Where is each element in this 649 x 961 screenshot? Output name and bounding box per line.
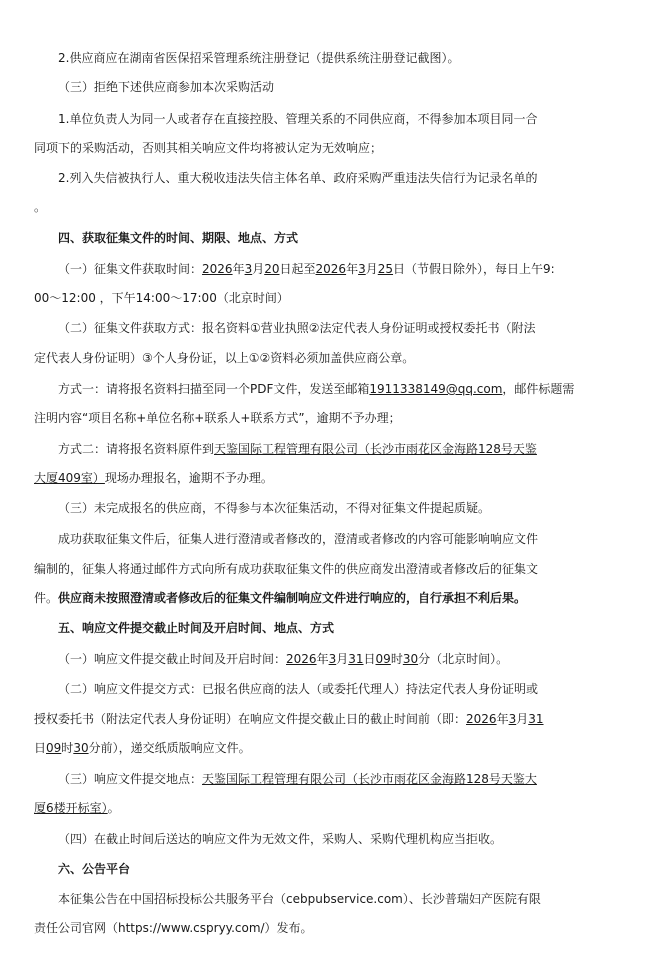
text: 方式二：请将报名资料原件到 (58, 442, 215, 456)
paragraph-line (34, 404, 602, 433)
date-field: 20 (264, 262, 280, 276)
paragraph-line (34, 284, 602, 313)
paragraph-line (34, 765, 602, 794)
text: 。 (107, 801, 120, 815)
paragraph-line (34, 44, 602, 73)
paragraph-line (34, 435, 602, 464)
section-heading-6 (34, 855, 602, 884)
text: 1.单位负责人为同一人或者存在直接控股、管理关系的不同供应商，不得参加本项目同一合 (58, 112, 538, 126)
text: 分（北京时间）。 (418, 652, 509, 666)
paragraph-line (34, 645, 602, 674)
date-field: 31 (348, 652, 364, 666)
time-field: 30 (402, 652, 419, 666)
date-field: 3 (328, 652, 337, 666)
text: 日 (363, 652, 376, 666)
paragraph-line (34, 825, 602, 854)
date-field: 31 (528, 712, 544, 726)
date-field: 2026 (202, 262, 233, 276)
date-field: 2026 (286, 652, 317, 666)
text: 年 (346, 262, 359, 276)
text: （三）未完成报名的供应商，不得参与本次征集活动，不得对征集文件提起质疑。 (58, 501, 491, 515)
paragraph-line (34, 164, 602, 193)
text: （三）拒绝下述供应商参加本次采购活动 (58, 80, 275, 94)
paragraph-line (34, 885, 602, 914)
paragraph-line (34, 794, 602, 823)
section-heading-4 (34, 224, 602, 253)
paragraph-line (34, 914, 602, 943)
text: 方式一：请将报名资料扫描至同一个PDF文件，发送至邮箱 (58, 382, 370, 396)
section-heading-5 (34, 614, 602, 643)
paragraph-line (34, 193, 602, 222)
address-text: 厦6楼开标室） (34, 801, 108, 815)
text: ，邮件标题需 (502, 382, 575, 396)
text: 编制的，征集人将通过邮件方式向所有成功获取征集文件的供应商发出澄清或者修改后的征集文 (34, 562, 539, 576)
address-text: 大厦409室） (34, 471, 105, 485)
text: （一）响应文件提交截止时间及开启时间： (58, 652, 287, 666)
paragraph-line (34, 705, 602, 734)
text: （一）征集文件获取时间： (58, 262, 203, 276)
text: 2.列入失信被执行人、重大税收违法失信主体名单、政府采购严重违法失信行为记录名单的 (58, 171, 538, 185)
date-field: 3 (508, 712, 517, 726)
paragraph-line (34, 734, 602, 763)
text: （二）响应文件提交方式：已报名供应商的法人（或委托代理人）持法定代表人身份证明或 (58, 682, 539, 696)
time-field: 09 (375, 652, 391, 666)
text: 成功获取征集文件后，征集人进行澄清或者修改的，澄清或者修改的内容可能影响响应文件 (58, 532, 539, 546)
email-link[interactable]: 1911338149@qq.com (369, 382, 503, 396)
text: 日 (34, 741, 47, 755)
paragraph-line (34, 314, 602, 343)
text: 责任公司官网（https://www.cspryy.com/）发布。 (34, 921, 313, 935)
text: 月 (516, 712, 529, 726)
text: 定代表人身份证明）③个人身份证，以上①②资料必须加盖供应商公章。 (34, 351, 415, 365)
address-text: 天鉴国际工程管理有限公司（长沙市雨花区金海路128号天鉴大 (202, 772, 537, 786)
text: 年 (232, 262, 245, 276)
text: 本征集公告在中国招标投标公共服务平台（cebpubservice.com）、长沙普瑞妇产医院有限 (58, 892, 541, 906)
subsection-heading (34, 73, 602, 102)
text: 四、获取征集文件的时间、期限、地点、方式 (58, 231, 299, 245)
paragraph-line (34, 555, 602, 584)
paragraph-line (34, 375, 602, 404)
text: 月 (336, 652, 349, 666)
text: 六、公告平台 (58, 862, 131, 876)
text: 。 (34, 200, 47, 214)
paragraph-line (34, 344, 602, 373)
address-text: 天鉴国际工程管理有限公司（长沙市雨花区金海路128号天鉴 (214, 442, 537, 456)
text: 同项下的采购活动，否则其相关响应文件均将被认定为无效响应； (34, 141, 383, 155)
text: 件。 (34, 591, 59, 605)
time-field: 09 (46, 741, 62, 755)
bold-notice: 供应商未按照澄清或者修改后的征集文件编制响应文件进行响应的，自行承担不利后果。 (58, 591, 527, 605)
paragraph-line (34, 675, 602, 704)
text: 00～12:00 ，下午14:00～17:00（北京时间） (34, 291, 289, 305)
text: 日起至 (279, 262, 316, 276)
text: 月 (365, 262, 378, 276)
paragraph-line (34, 134, 602, 163)
text: 分前），递交纸质版响应文件。 (88, 741, 251, 755)
paragraph-line (34, 584, 602, 613)
date-field: 3 (244, 262, 253, 276)
text: 授权委托书（附法定代表人身份证明）在响应文件提交截止日的截止时间前（即： (34, 712, 467, 726)
paragraph-line (34, 464, 602, 493)
paragraph-line (34, 525, 602, 554)
date-field: 2026 (315, 262, 347, 276)
text: 日（节假日除外），每日上午9: (393, 262, 555, 276)
text: 年 (316, 652, 329, 666)
text: 2.供应商应在湖南省医保招采管理系统注册登记（提供系统注册登记截图）。 (58, 51, 460, 65)
text: （四）在截止时间后送达的响应文件为无效文件，采购人、采购代理机构应当拒收。 (58, 832, 503, 846)
text: 年 (496, 712, 509, 726)
paragraph-line (34, 494, 602, 523)
text: （三）响应文件提交地点： (58, 772, 203, 786)
text: （二）征集文件获取方式：报名资料①营业执照②法定代表人身份证明或授权委托书（附法 (58, 321, 536, 335)
paragraph-line (34, 105, 602, 134)
date-field: 3 (358, 262, 366, 276)
date-field: 25 (377, 262, 394, 276)
paragraph-line (34, 255, 602, 284)
text: 时 (390, 652, 403, 666)
text: 现场办理报名，逾期不予办理。 (104, 471, 273, 485)
text: 注明内容“项目名称+单位名称+联系人+联系方式”，逾期不予办理； (34, 411, 401, 425)
date-field: 2026 (466, 712, 497, 726)
text: 五、响应文件提交截止时间及开启时间、地点、方式 (58, 621, 335, 635)
text: 时 (61, 741, 74, 755)
time-field: 30 (73, 741, 89, 755)
text: 月 (252, 262, 265, 276)
